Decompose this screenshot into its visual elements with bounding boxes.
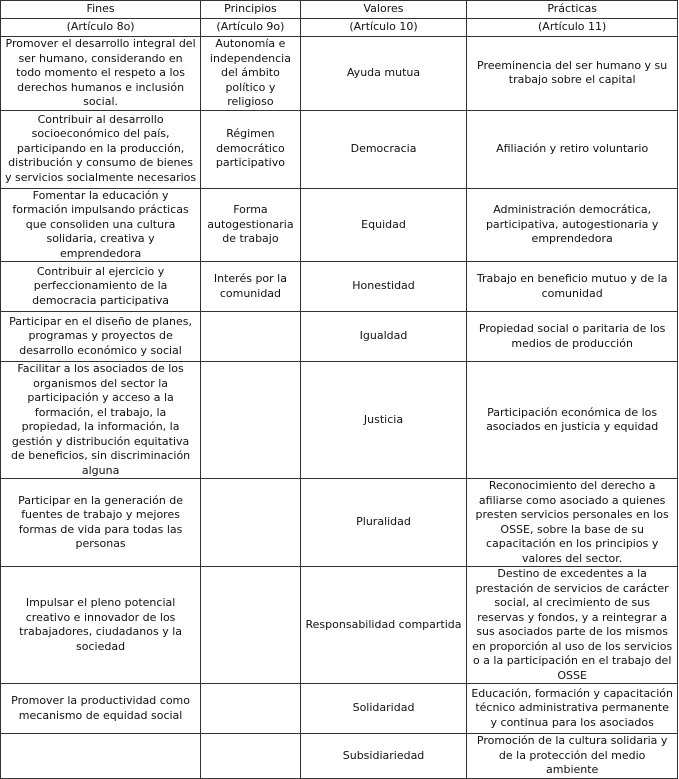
cell-principios bbox=[201, 362, 301, 479]
cell-principios: Régimen democrático participativo bbox=[201, 110, 301, 188]
cell-valores: Equidad bbox=[300, 188, 467, 262]
table-row bbox=[1, 734, 678, 779]
header-principios: Principios bbox=[201, 1, 301, 19]
cell-fines: Promover la productividad como mecanismo de equidad social bbox=[1, 684, 201, 734]
table-row bbox=[1, 567, 678, 684]
cell-practicas: Participación económica de los asociados en justicia y equidad bbox=[467, 362, 678, 479]
cell-fines: Contribuir al ejercicio y perfeccionamiento de la democracia participativa bbox=[1, 262, 201, 312]
cell-fines bbox=[1, 734, 201, 779]
cell-fines: Participar en la generación de fuentes de trabajo y mejores formas de vida para todas las personas bbox=[1, 479, 201, 567]
cell-valores: Ayuda mutua bbox=[300, 37, 467, 111]
cell-valores: Igualdad bbox=[300, 312, 467, 362]
cell-valores: Democracia bbox=[300, 110, 467, 188]
cell-principios: Forma autogestionaria de trabajo bbox=[201, 188, 301, 262]
table-row bbox=[1, 188, 678, 262]
table-row bbox=[1, 312, 678, 362]
cell-practicas: Educación, formación y capacitación técnico administrativa permanente y continua para los asociados bbox=[467, 684, 678, 734]
table-row bbox=[1, 110, 678, 188]
header-practicas: Prácticas bbox=[467, 1, 678, 19]
cell-fines: Fomentar la educación y formación impulsando prácticas que consoliden una cultura solidaria, creativa y emprendedora bbox=[1, 188, 201, 262]
article-valores: (Artículo 10) bbox=[300, 19, 467, 37]
table-row bbox=[1, 362, 678, 479]
cell-principios bbox=[201, 479, 301, 567]
cell-practicas: Preeminencia del ser humano y su trabajo sobre el capital bbox=[467, 37, 678, 111]
cell-fines: Facilitar a los asociados de los organismos del sector la participación y acceso a la formación, el trabajo, la propiedad, la información, la gestión y distribución equitativa de beneficios, sin discriminación alguna bbox=[1, 362, 201, 479]
article-fines: (Artículo 8o) bbox=[1, 19, 201, 37]
cell-principios bbox=[201, 734, 301, 779]
table-row bbox=[1, 684, 678, 734]
cell-valores: Subsidiariedad bbox=[300, 734, 467, 779]
cell-fines: Contribuir al desarrollo socioeconómico del país, participando en la producción, distribución y consumo de bienes y servicios socialmente necesarios bbox=[1, 110, 201, 188]
cell-practicas: Promoción de la cultura solidaria y de la protección del medio ambiente bbox=[467, 734, 678, 779]
cell-practicas: Reconocimiento del derecho a afiliarse como asociado a quienes presten servicios personales en los OSSE, sobre la base de su capacitación en los principios y valores del sector. bbox=[467, 479, 678, 567]
cell-valores: Responsabilidad compartida bbox=[300, 567, 467, 684]
article-practicas: (Artículo 11) bbox=[467, 19, 678, 37]
header-fines: Fines bbox=[1, 1, 201, 19]
cell-valores: Justicia bbox=[300, 362, 467, 479]
cell-practicas: Destino de excedentes a la prestación de servicios de carácter social, al crecimiento de sus reservas y fondos, y a reintegrar a sus asociados parte de los mismos en proporción al uso de los servicios o a la participación en el trabajo del OSSE bbox=[467, 567, 678, 684]
table-row bbox=[1, 262, 678, 312]
cell-fines: Participar en el diseño de planes, programas y proyectos de desarrollo económico y social bbox=[1, 312, 201, 362]
cell-principios bbox=[201, 567, 301, 684]
article-row bbox=[1, 19, 678, 37]
table-row bbox=[1, 37, 678, 111]
cell-practicas: Afiliación y retiro voluntario bbox=[467, 110, 678, 188]
cell-principios bbox=[201, 684, 301, 734]
article-principios: (Artículo 9o) bbox=[201, 19, 301, 37]
cell-practicas: Propiedad social o paritaria de los medios de producción bbox=[467, 312, 678, 362]
cell-practicas: Trabajo en beneficio mutuo y de la comunidad bbox=[467, 262, 678, 312]
cell-practicas: Administración democrática, participativa, autogestionaria y emprendedora bbox=[467, 188, 678, 262]
cell-principios: Interés por la comunidad bbox=[201, 262, 301, 312]
cell-principios: Autonomía e independencia del ámbito político y religioso bbox=[201, 37, 301, 111]
cell-valores: Honestidad bbox=[300, 262, 467, 312]
header-row bbox=[1, 1, 678, 19]
cell-principios bbox=[201, 312, 301, 362]
header-valores: Valores bbox=[300, 1, 467, 19]
cell-valores: Solidaridad bbox=[300, 684, 467, 734]
table-row bbox=[1, 479, 678, 567]
cell-valores: Pluralidad bbox=[300, 479, 467, 567]
cell-fines: Promover el desarrollo integral del ser humano, considerando en todo momento el respeto a los derechos humanos e inclusión social. bbox=[1, 37, 201, 111]
cell-fines: Impulsar el pleno potencial creativo e innovador de los trabajadores, ciudadanos y la sociedad bbox=[1, 567, 201, 684]
